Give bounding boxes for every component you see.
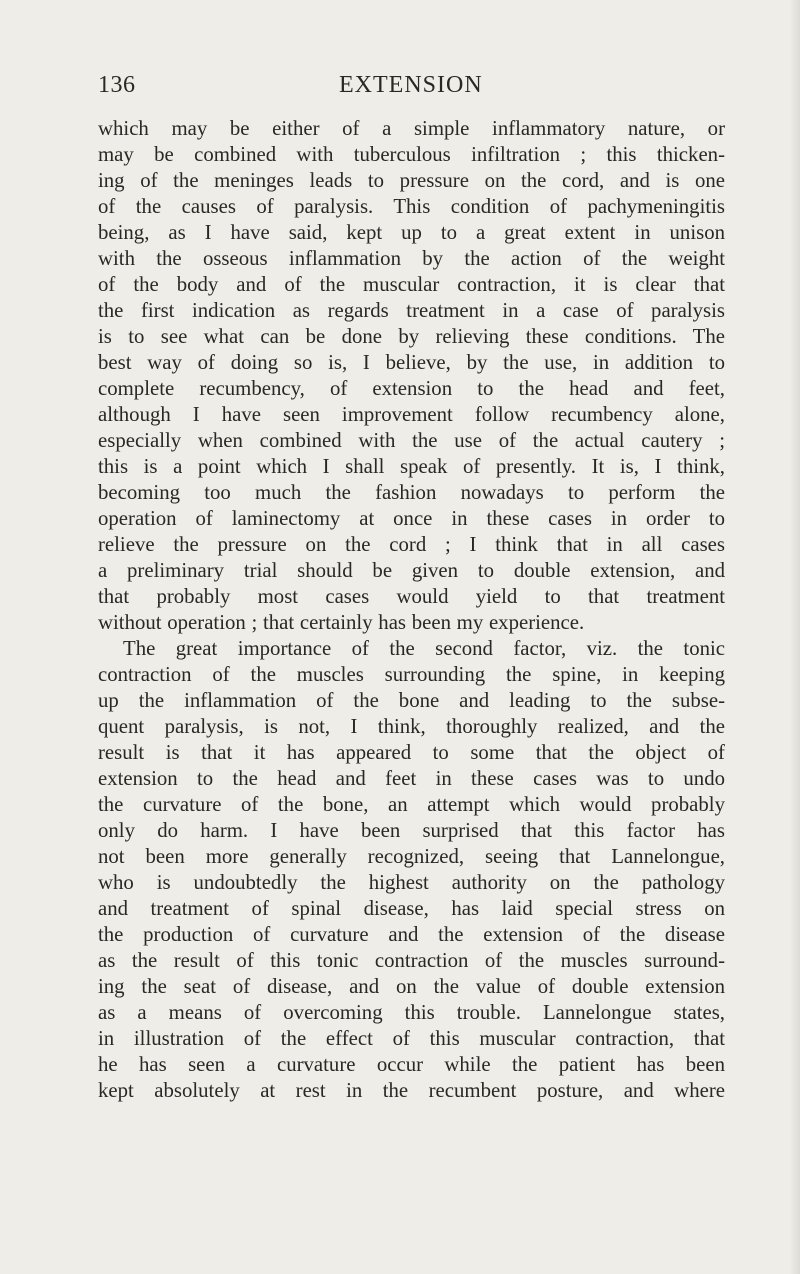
text-line: especially when combined with the use of the actual cautery ;	[98, 429, 725, 452]
text-line: he has seen a curvature occur while the patient has been	[98, 1053, 725, 1076]
text-line: without operation ; that certainly has been my experience.	[98, 611, 585, 634]
text-line: with the osseous inflammation by the action of the weight	[98, 247, 725, 270]
text-line: kept absolutely at rest in the recumbent posture, and where	[98, 1079, 725, 1102]
text-line: operation of laminectomy at once in these cases in order to	[98, 507, 725, 530]
text-line: being, as I have said, kept up to a great extent in unison	[98, 221, 725, 244]
text-line: although I have seen improvement follow recumbency alone,	[98, 403, 725, 426]
text-line: complete recumbency, of extension to the head and feet,	[98, 377, 725, 400]
text-line: as a means of overcoming this trouble. Lannelongue states,	[98, 1001, 725, 1024]
text-line: extension to the head and feet in these cases was to undo	[98, 767, 725, 790]
text-line: as the result of this tonic contraction of the muscles surround-	[98, 949, 725, 972]
text-line: the curvature of the bone, an attempt which would probably	[98, 793, 725, 816]
body-text	[98, 116, 725, 1104]
text-line: result is that it has appeared to some that the object of	[98, 741, 725, 764]
text-line: ing the seat of disease, and on the value of double extension	[98, 975, 725, 998]
text-line: becoming too much the fashion nowadays to perform the	[98, 481, 725, 504]
text-line: ing of the meninges leads to pressure on the cord, and is one	[98, 169, 725, 192]
text-line: only do harm. I have been surprised that this factor has	[98, 819, 725, 842]
page-header	[98, 70, 718, 104]
text-line: quent paralysis, is not, I think, thoroughly realized, and the	[98, 715, 725, 738]
page-edge-shadow	[790, 0, 800, 1274]
text-line: this is a point which I shall speak of presently. It is, I think,	[98, 455, 725, 478]
text-line: The great importance of the second factor, viz. the tonic	[123, 637, 725, 660]
text-line: contraction of the muscles surrounding the spine, in keeping	[98, 663, 725, 686]
text-line: the production of curvature and the extension of the disease	[98, 923, 725, 946]
text-line: may be combined with tuberculous infiltration ; this thicken-	[98, 143, 725, 166]
text-line: a preliminary trial should be given to double extension, and	[98, 559, 725, 582]
text-line: is to see what can be done by relieving these conditions. The	[98, 325, 725, 348]
text-line: of the causes of paralysis. This condition of pachymeningitis	[98, 195, 725, 218]
running-title: EXTENSION	[339, 72, 483, 98]
text-line: relieve the pressure on the cord ; I think that in all cases	[98, 533, 725, 556]
text-line: that probably most cases would yield to that treatment	[98, 585, 725, 608]
text-line: best way of doing so is, I believe, by the use, in addition to	[98, 351, 725, 374]
text-line: which may be either of a simple inflammatory nature, or	[98, 117, 725, 140]
text-line: the first indication as regards treatment in a case of paralysis	[98, 299, 725, 322]
text-line: and treatment of spinal disease, has laid special stress on	[98, 897, 725, 920]
text-line: in illustration of the effect of this muscular contraction, that	[98, 1027, 725, 1050]
text-line: who is undoubtedly the highest authority on the pathology	[98, 871, 725, 894]
text-line: up the inflammation of the bone and leading to the subse-	[98, 689, 725, 712]
text-line: of the body and of the muscular contraction, it is clear that	[98, 273, 725, 296]
page-number: 136	[98, 72, 136, 98]
text-line: not been more generally recognized, seeing that Lannelongue,	[98, 845, 725, 868]
